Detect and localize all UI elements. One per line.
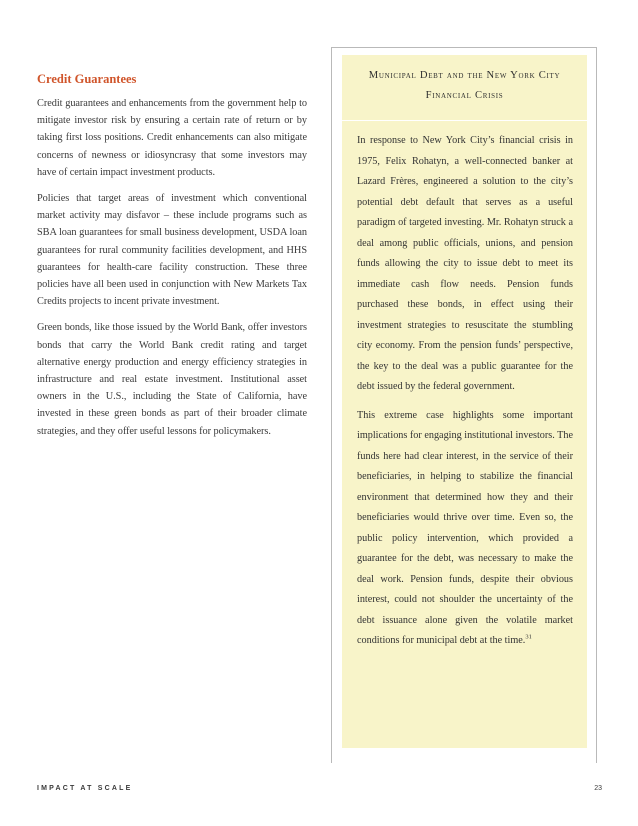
sidebar-paragraph-final: [357, 406, 573, 652]
footnote-reference[interactable]: 31: [525, 633, 532, 641]
body-paragraph: Credit guarantees and enhancements from the government help to mitigate investor risk by ensuring a certain rate of return or by taking first loss positions. Credit enhancements can also mitigate concerns of newness or idiosyncrasy that some investors may have of certain impact investment products.: [37, 98, 307, 178]
body-paragraph: Policies that target areas of investment which conventional market activity may disfavor – these include programs such as SBA loan guarantees for small business development, USDA loan guarantees for rural community facilities development, and HHS guarantees for health-care facility construction. These three policies have all been used in conjunction with New Markets Tax Credits projects to incent private investment.: [37, 193, 307, 308]
sidebar-title: Municipal Debt and the New York City Financial Crisis: [368, 70, 561, 101]
section-heading: Credit Guarantees: [37, 72, 137, 86]
sidebar-box: [342, 55, 587, 748]
sidebar-paragraph-text: This extreme case highlights some important implications for engaging institutional investors. The funds here had clear interest, in the service of their beneficiaries, in helping to stabilize the financial environment that determined how they and their beneficiaries would thrive over time. Even so, the public policy intervention, which provided a guarantee for the debt, was necessary to make the deal work. Pension funds, despite their obvious interest, could not shoulder the uncertainty of the debt issuance alone given the volatile market conditions for municipal debt at the time.: [357, 409, 573, 646]
page-number: 23: [594, 785, 602, 792]
body-paragraph: Green bonds, like those issued by the World Bank, offer investors bonds that carry the World Bank credit rating and target alternative energy production and energy efficiency strategies in infrastructure and real estate investment. Institutional asset owners in the U.S., including the State of California, have invested in these green bonds as part of their broader climate strategies, and they offer useful lessons for policymakers.: [37, 322, 307, 437]
sidebar-paragraph: In response to New York City’s financial crisis in 1975, Felix Rohatyn, a well-connected banker at Lazard Frères, engineered a solution to the city’s potential debt default that serves as a useful paradigm of targeted investing. Mr. Rohatyn struck a deal among public officials, unions, and pension funds allowing the city to issue debt to meet its immediate cash flow needs. Pension funds purchased these bonds, in effect using their investment strategies to resuscitate the stumbling city economy. From the pension funds’ perspective, the key to the deal was a public guarantee for the debt issued by the federal government.: [357, 135, 573, 392]
main-column: [37, 71, 307, 449]
footer-publication-label: IMPACT AT SCALE: [37, 785, 133, 792]
sidebar-divider: [342, 120, 587, 121]
sidebar-body: [357, 131, 573, 660]
